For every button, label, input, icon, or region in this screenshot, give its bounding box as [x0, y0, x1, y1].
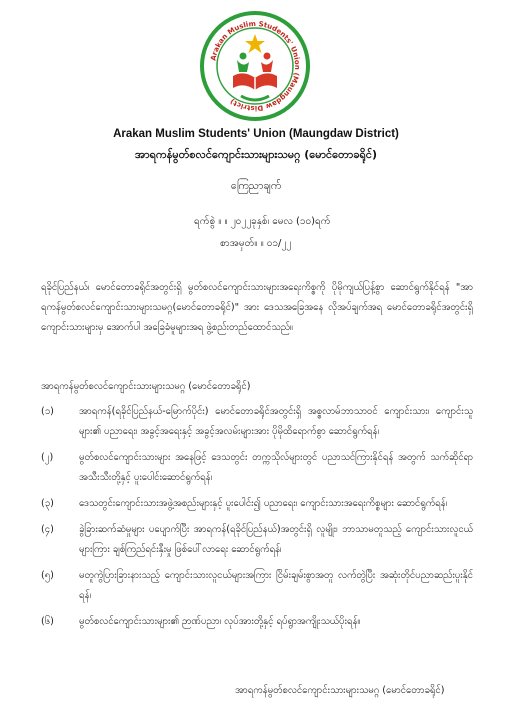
list-item-number: (၅) [41, 570, 54, 581]
list-item-number: (၁) [41, 406, 54, 417]
list-item-text: ခွဲခြားဆက်ဆံမှုများ ပပျောက်ပြီး အာရကန်(ရခိုင်ပြည်နယ်)အတွင်းရှိ လူမျိုး၊ ဘာသာမတူသည့် ကျောင်းသားလူငယ်များကြား ချစ်ကြည်ရင်းနှီးမှု ဖြစ်ပေါ်လာရေး ဆောင်ရွက်ရန်၊ [79, 524, 473, 555]
list-item-number: (၄) [41, 524, 54, 535]
list-item-text: မွတ်စလင်ကျောင်းသားများ အနေဖြင့် ဒေသတွင်း တက္ကသိုလ်များတွင် ပညာသင်ကြားနိုင်ရန် အတွက် သက်ဆိုင်ရာအသီးသီးတို့နှင့် ပူးပေါင်းဆောင်ရွက်ရန်၊ [79, 452, 473, 483]
list-item-number: (၂) [41, 452, 54, 463]
union-logo-icon [199, 10, 311, 122]
list-item [41, 494, 473, 514]
signature-line: အာရကန်မွတ်စလင်ကျောင်းသားများသမဂ္ဂ (မောင်တောခရိုင်) [235, 685, 445, 696]
list-item-text: မတူကွဲပြားခြားနားသည့် ကျောင်းသားလူငယ်များအကြား ငြိမ်းချမ်းစွာအတူ လက်တွဲပြီး အဆုံးတိုင်ပညာဆည်းပူးနိုင်ရန်၊ [79, 570, 473, 601]
list-item [41, 402, 473, 442]
logo-ring-text: Arakan Muslim Students' Union (Maungdaw District) [209, 19, 302, 113]
list-item [41, 520, 473, 560]
document-reference-number: စာအမှတ်။ ။ ၀၁/၂၂ [220, 238, 292, 249]
principles-list [41, 402, 473, 638]
list-item-number: (၆) [41, 616, 54, 627]
list-item-text: ဒေသတွင်းကျောင်းသားအဖွဲ့အစည်းများနှင့် ပူးပေါင်း၍ ပညာရေး၊ ကျောင်းသားအရေးကိစ္စများ ဆောင်ရွက်ရန်၊ [79, 498, 448, 509]
list-item [41, 448, 473, 488]
union-logo [199, 10, 311, 122]
org-name-english: Arakan Muslim Students' Union (Maungdaw District) [113, 128, 399, 140]
document-date: ရက်စွဲ ။ ။ ၂၀၂၂ခုနှစ်၊ မေလ (၁၀)ရက် [194, 216, 331, 227]
list-item-text: မွတ်စလင်ကျောင်းသားများ၏ ဉာဏ်ပညာ၊ လုပ်အားတို့နှင့် ရပ်ရွာအကျိုးသယ်ပိုးရန်။ [79, 616, 361, 627]
org-name-myanmar: အာရကန်မွတ်စလင်ကျောင်းသားများသမဂ္ဂ (မောင်တောခရိုင်) [135, 148, 377, 161]
principles-heading: အာရကန်မွတ်စလင်ကျောင်းသားများသမဂ္ဂ (မောင်တောခရိုင်) [41, 381, 251, 392]
list-item-number: (၃) [41, 498, 54, 509]
intro-paragraph: ရခိုင်ပြည်နယ်၊ မောင်တောခရိုင်အတွင်းရှိ မွတ်စလင်ကျောင်းသားများအရေးကိစ္စကို ပိုမိုကျယ်ပြန့်စွာ ဆောင်ရွက်နိုင်ရန် "အာရကန်မွတ်စလင်ကျောင်းသားများသမဂ္ဂ(မောင်တောခရိုင်)" အား ဒေသအခြေအနေ လိုအပ်ချက်အရ မောင်တောခရိုင်အတွင်းရှိ ကျောင်းသားများမှ အောက်ပါ အခြေခံမူများအရ ဖွဲ့စည်းတည်ထောင်သည်။ [41, 282, 473, 333]
list-item [41, 566, 473, 606]
list-item [41, 612, 473, 632]
list-item-text: အာရကန်(ရခိုင်ပြည်နယ်-မြောက်ပိုင်း) မောင်တောခရိုင်အတွင်းရှိ အစ္စလာမ်ဘာသာဝင် ကျောင်းသား၊ ကျောင်းသူများ၏ ပညာရေး၊ အခွင့်အရေးနှင့် အခွင့်အလမ်းများအား ပိုမိုထိရောက်စွာ ဆောင်ရွက်ရန်၊ [79, 406, 473, 437]
document-title: ကြေညာချက် [230, 180, 282, 192]
